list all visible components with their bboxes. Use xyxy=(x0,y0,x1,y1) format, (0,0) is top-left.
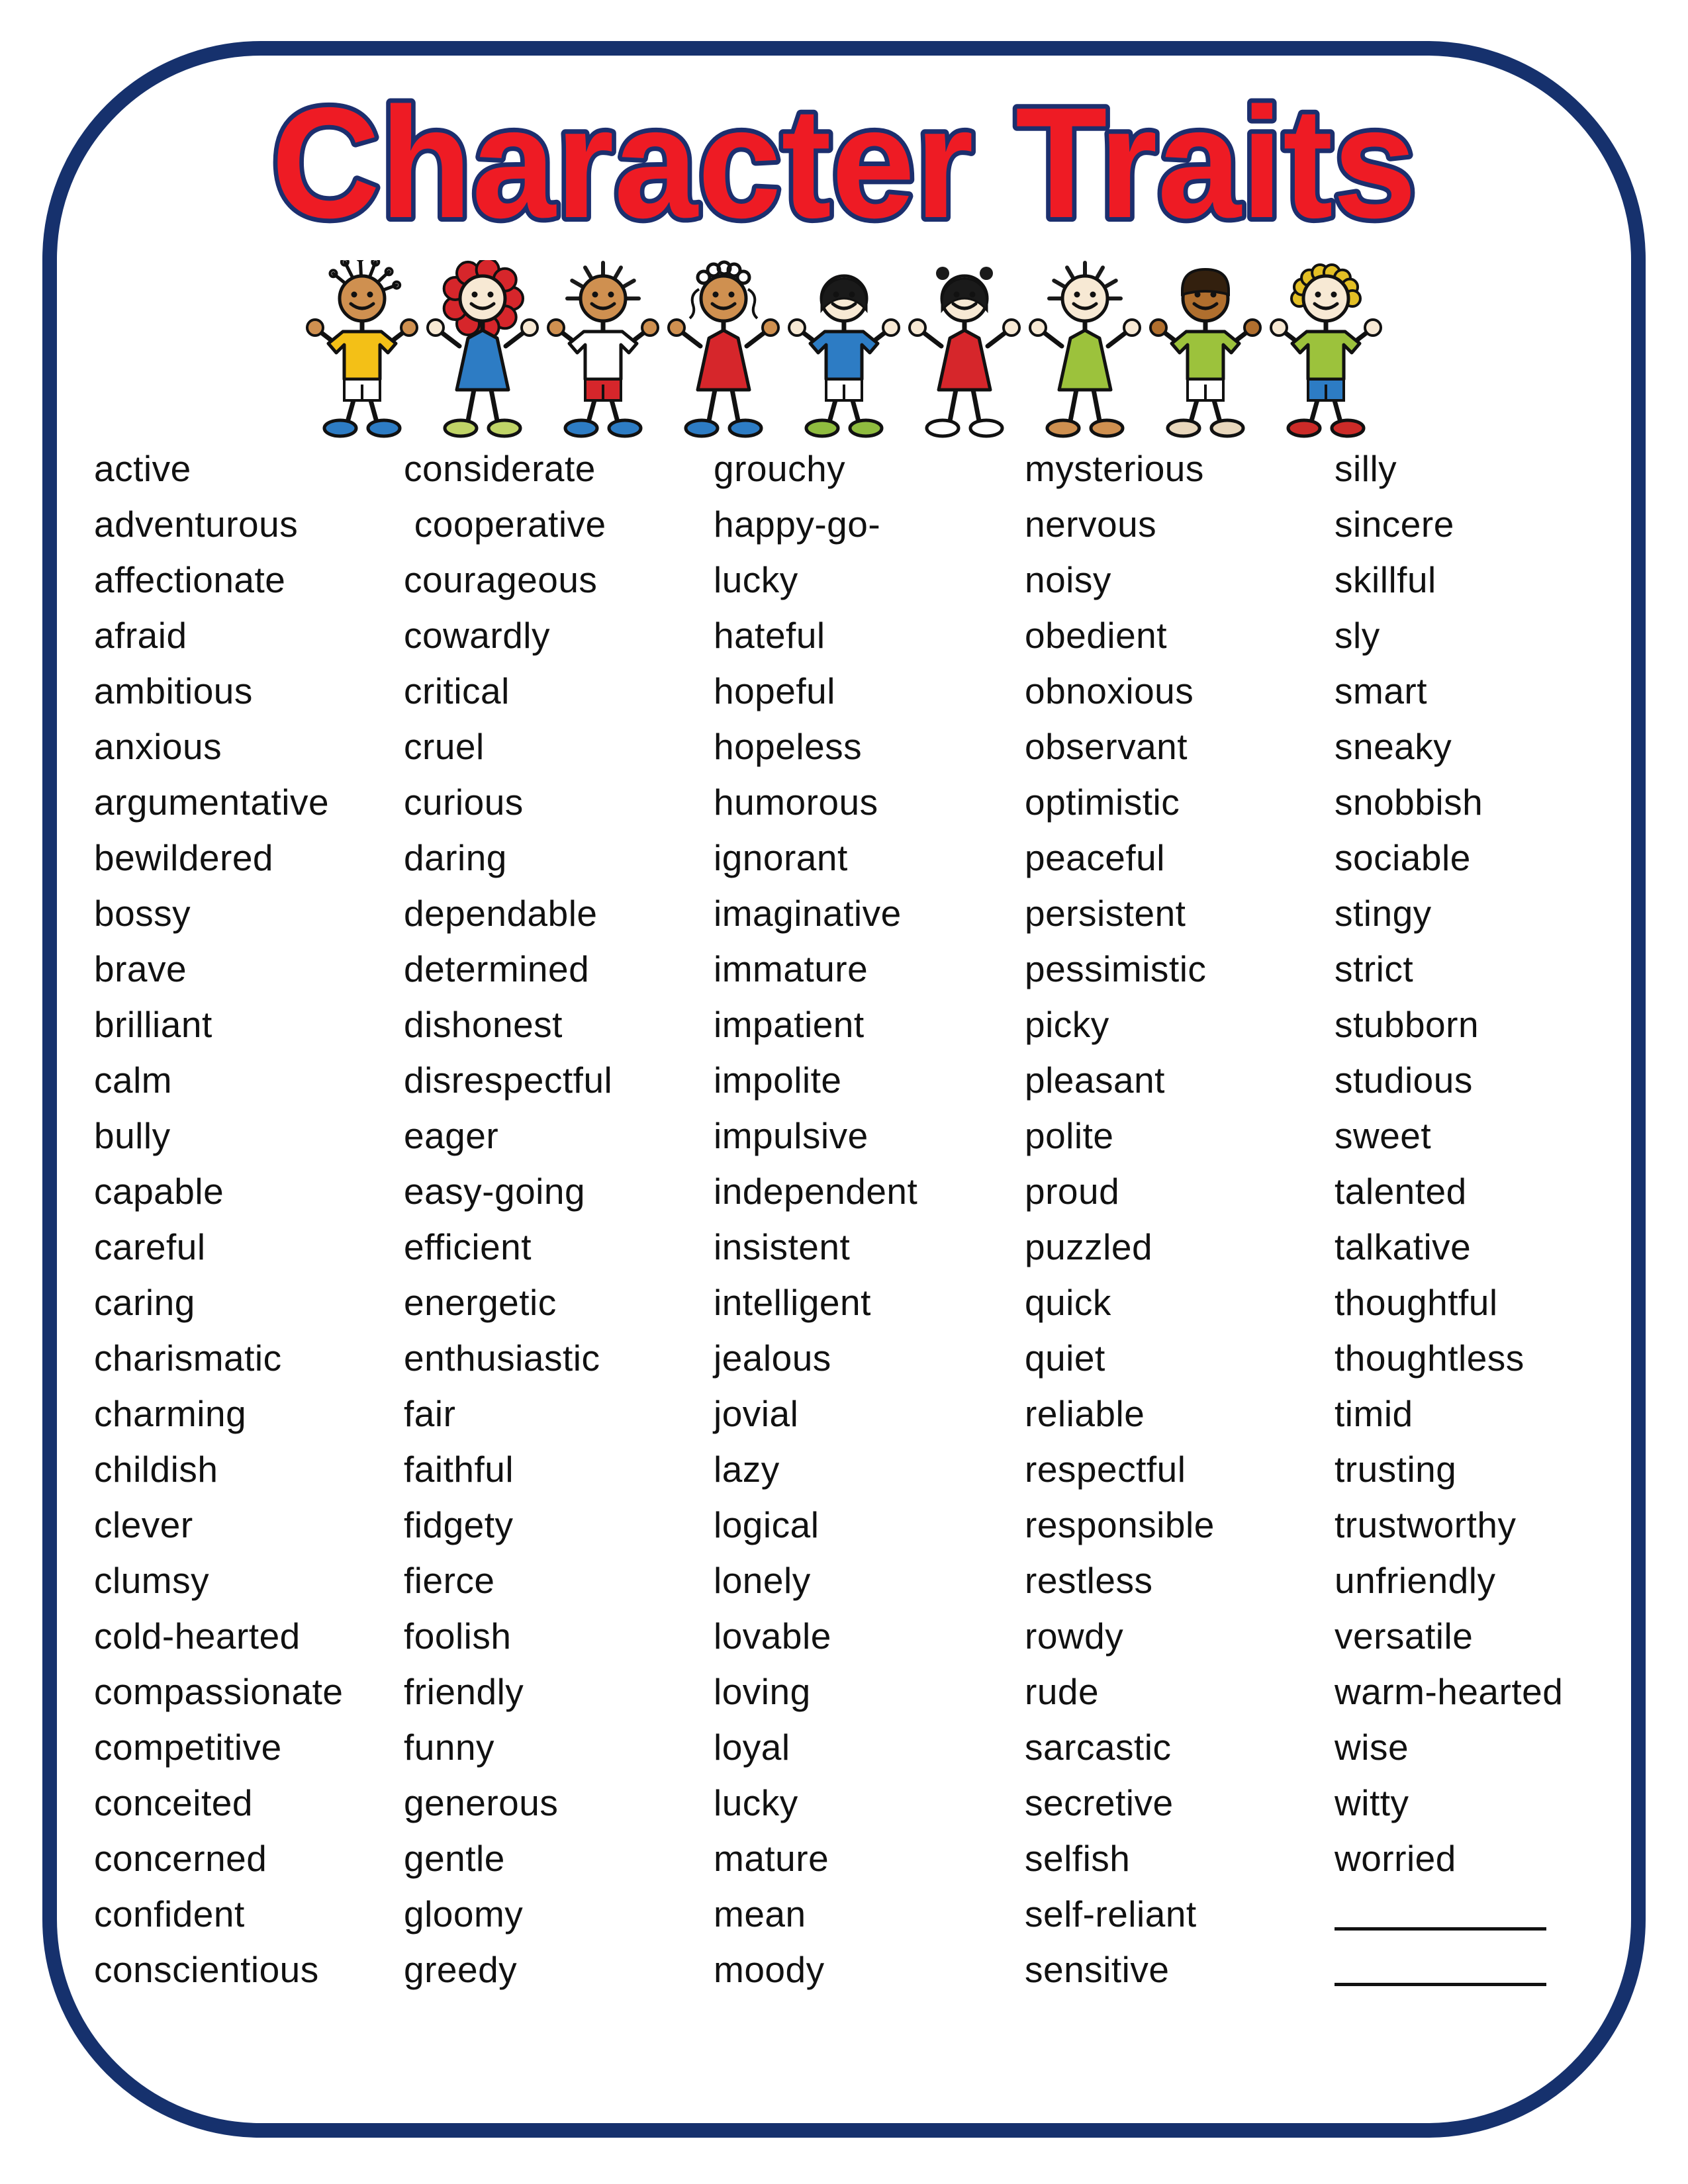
trait-word: charming xyxy=(94,1393,247,1434)
trait-word: obnoxious xyxy=(1025,670,1194,711)
page-title: Character Traits xyxy=(271,75,1417,251)
trait-word: fidgety xyxy=(404,1504,514,1545)
trait-word: affectionate xyxy=(94,559,286,600)
trait-word: bossy xyxy=(94,893,191,934)
trait-word: careful xyxy=(94,1226,206,1267)
trait-word: critical xyxy=(404,670,510,711)
trait-word: impolite xyxy=(714,1060,842,1101)
trait-word: thoughtful xyxy=(1335,1282,1498,1323)
trait-word: childish xyxy=(94,1449,218,1490)
trait-word: unfriendly xyxy=(1335,1560,1496,1601)
trait-word: sociable xyxy=(1335,837,1471,878)
trait-word: lovable xyxy=(714,1615,831,1657)
trait-word: sarcastic xyxy=(1025,1727,1172,1768)
trait-word: foolish xyxy=(404,1615,512,1657)
trait-word: ambitious xyxy=(94,670,253,711)
trait-word: sincere xyxy=(1335,504,1454,545)
trait-word: skillful xyxy=(1335,559,1436,600)
trait-word: considerate xyxy=(404,448,596,489)
trait-word: sly xyxy=(1335,615,1380,656)
trait-word: generous xyxy=(404,1782,559,1823)
trait-word: sensitive xyxy=(1025,1949,1170,1990)
trait-word: lonely xyxy=(714,1560,811,1601)
trait-word: hopeful xyxy=(714,670,835,711)
trait-word: obedient xyxy=(1025,615,1168,656)
trait-word: mean xyxy=(714,1893,806,1934)
trait-word: self-reliant xyxy=(1025,1893,1197,1934)
trait-word: daring xyxy=(404,837,507,878)
trait-word: bewildered xyxy=(94,837,274,878)
trait-word: mature xyxy=(714,1838,829,1879)
trait-word: clumsy xyxy=(94,1560,210,1601)
trait-word: brilliant xyxy=(94,1004,212,1045)
trait-word: smart xyxy=(1335,670,1427,711)
trait-word: fierce xyxy=(404,1560,495,1601)
trait-word: polite xyxy=(1025,1115,1114,1156)
trait-word: strict xyxy=(1335,948,1414,989)
trait-word: eager xyxy=(404,1115,499,1156)
trait-word: observant xyxy=(1025,726,1188,767)
trait-word: argumentative xyxy=(94,782,330,823)
trait-word: quiet xyxy=(1025,1338,1105,1379)
trait-word: happy-go- xyxy=(714,504,881,545)
trait-word: timid xyxy=(1335,1393,1413,1434)
trait-word: wise xyxy=(1335,1727,1409,1768)
trait-word: grouchy xyxy=(714,448,846,489)
trait-word: peaceful xyxy=(1025,837,1165,878)
trait-word: picky xyxy=(1025,1004,1109,1045)
trait-word: hateful xyxy=(714,615,825,656)
trait-word: conceited xyxy=(94,1782,253,1823)
trait-word: gloomy xyxy=(404,1893,524,1934)
trait-word: secretive xyxy=(1025,1782,1174,1823)
trait-word: mysterious xyxy=(1025,448,1204,489)
trait-word: selfish xyxy=(1025,1838,1131,1879)
trait-word: adventurous xyxy=(94,504,299,545)
trait-word: puzzled xyxy=(1025,1226,1153,1267)
trait-word: caring xyxy=(94,1282,195,1323)
trait-word: confident xyxy=(94,1893,245,1934)
trait-word: pessimistic xyxy=(1025,948,1207,989)
trait-word: charismatic xyxy=(94,1338,282,1379)
trait-word: immature xyxy=(714,948,868,989)
trait-word: bully xyxy=(94,1115,171,1156)
trait-word: impatient xyxy=(714,1004,865,1045)
trait-word: quick xyxy=(1025,1282,1111,1323)
trait-word: cooperative xyxy=(404,504,606,545)
trait-word: rude xyxy=(1025,1671,1100,1712)
trait-word: stubborn xyxy=(1335,1004,1479,1045)
trait-word: optimistic xyxy=(1025,782,1180,823)
trait-column-2 xyxy=(404,441,612,1997)
trait-word: lucky xyxy=(714,1782,798,1823)
trait-word: versatile xyxy=(1335,1615,1474,1657)
trait-word: courageous xyxy=(404,559,598,600)
trait-word: compassionate xyxy=(94,1671,344,1712)
trait-column-4 xyxy=(1025,441,1215,1997)
trait-word: easy-going xyxy=(404,1171,586,1212)
trait-word: intelligent xyxy=(714,1282,871,1323)
trait-word: humorous xyxy=(714,782,878,823)
trait-word: witty xyxy=(1335,1782,1409,1823)
trait-word: restless xyxy=(1025,1560,1153,1601)
trait-word: dishonest xyxy=(404,1004,563,1045)
write-in-blank-line xyxy=(1335,1886,1546,1931)
trait-word: nervous xyxy=(1025,504,1157,545)
trait-word: worried xyxy=(1335,1838,1456,1879)
trait-word: curious xyxy=(404,782,524,823)
trait-word: lazy xyxy=(714,1449,780,1490)
trait-word: talkative xyxy=(1335,1226,1472,1267)
trait-column-3 xyxy=(714,441,917,1997)
trait-word: thoughtless xyxy=(1335,1338,1524,1379)
trait-word: brave xyxy=(94,948,187,989)
trait-word: competitive xyxy=(94,1727,282,1768)
trait-word: enthusiastic xyxy=(404,1338,600,1379)
trait-word: imaginative xyxy=(714,893,902,934)
trait-word: trustworthy xyxy=(1335,1504,1517,1545)
trait-word: capable xyxy=(94,1171,224,1212)
trait-word: friendly xyxy=(404,1671,524,1712)
trait-word: sweet xyxy=(1335,1115,1432,1156)
trait-word: determined xyxy=(404,948,590,989)
trait-word: loving xyxy=(714,1671,811,1712)
trait-word: ignorant xyxy=(714,837,848,878)
trait-column-5 xyxy=(1335,441,1563,1997)
trait-word: cruel xyxy=(404,726,485,767)
trait-word: jealous xyxy=(714,1338,831,1379)
trait-word: trusting xyxy=(1335,1449,1457,1490)
trait-word: funny xyxy=(404,1727,495,1768)
trait-word: independent xyxy=(714,1171,918,1212)
trait-word: fair xyxy=(404,1393,456,1434)
trait-word: sneaky xyxy=(1335,726,1452,767)
trait-word: talented xyxy=(1335,1171,1467,1212)
trait-word: jovial xyxy=(714,1393,799,1434)
trait-word: loyal xyxy=(714,1727,790,1768)
trait-word: energetic xyxy=(404,1282,557,1323)
trait-word: faithful xyxy=(404,1449,514,1490)
trait-word: pleasant xyxy=(1025,1060,1165,1101)
trait-word: dependable xyxy=(404,893,598,934)
trait-word: clever xyxy=(94,1504,193,1545)
trait-word: concerned xyxy=(94,1838,267,1879)
trait-word: efficient xyxy=(404,1226,532,1267)
trait-word: stingy xyxy=(1335,893,1432,934)
trait-word: hopeless xyxy=(714,726,863,767)
trait-word: cold-hearted xyxy=(94,1615,301,1657)
trait-word: persistent xyxy=(1025,893,1186,934)
trait-word: silly xyxy=(1335,448,1397,489)
trait-word: respectful xyxy=(1025,1449,1186,1490)
trait-word: logical xyxy=(714,1504,820,1545)
trait-word: active xyxy=(94,448,191,489)
trait-word: lucky xyxy=(714,559,798,600)
trait-word: gentle xyxy=(404,1838,505,1879)
trait-word: conscientious xyxy=(94,1949,319,1990)
trait-word: calm xyxy=(94,1060,173,1101)
trait-word: greedy xyxy=(404,1949,518,1990)
trait-word: afraid xyxy=(94,615,187,656)
trait-word: snobbish xyxy=(1335,782,1483,823)
trait-word: responsible xyxy=(1025,1504,1215,1545)
trait-word: rowdy xyxy=(1025,1615,1124,1657)
trait-word: noisy xyxy=(1025,559,1111,600)
trait-word: anxious xyxy=(94,726,222,767)
trait-word: moody xyxy=(714,1949,825,1990)
trait-word: disrespectful xyxy=(404,1060,613,1101)
trait-word: reliable xyxy=(1025,1393,1145,1434)
trait-word: impulsive xyxy=(714,1115,868,1156)
trait-word: insistent xyxy=(714,1226,851,1267)
trait-word: studious xyxy=(1335,1060,1473,1101)
trait-word: proud xyxy=(1025,1171,1120,1212)
write-in-blank-line xyxy=(1335,1942,1546,1986)
trait-word: cowardly xyxy=(404,615,551,656)
trait-word: warm-hearted xyxy=(1335,1671,1564,1712)
trait-column-1 xyxy=(94,441,343,1997)
